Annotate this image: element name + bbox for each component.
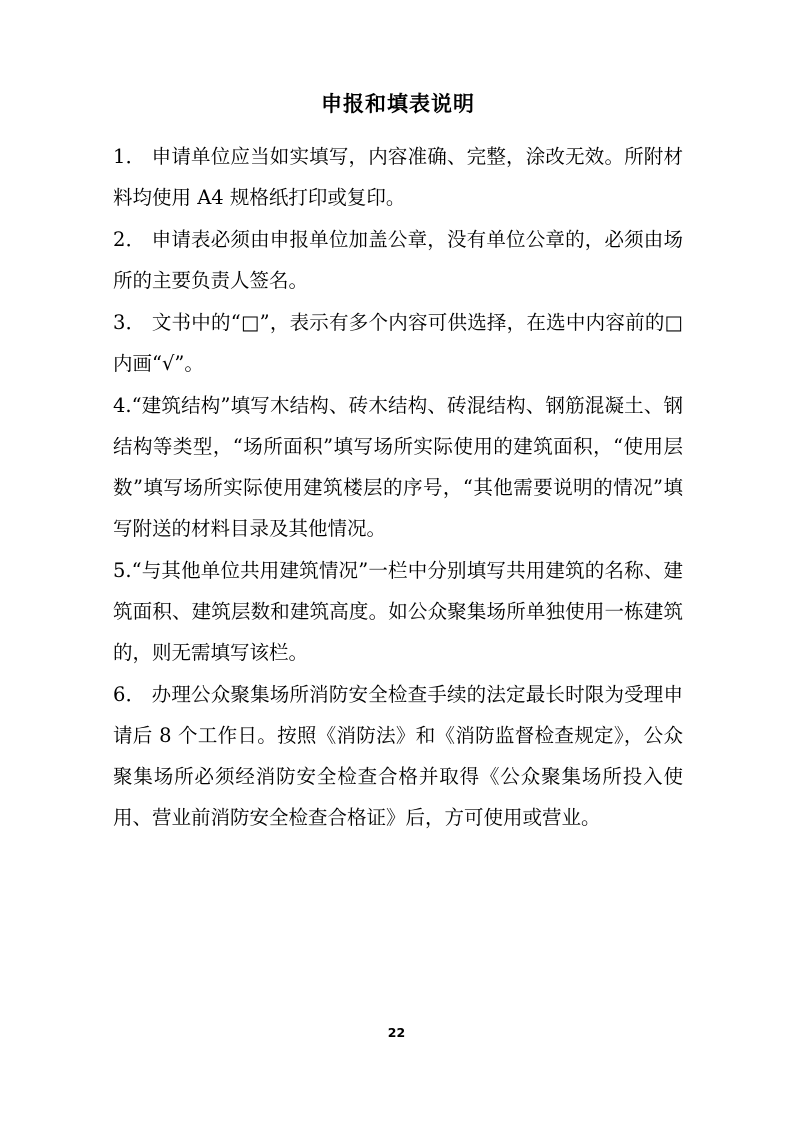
instruction-paragraph-2: 2． 申请表必须由申报单位加盖公章，没有单位公章的，必须由场所的主要负责人签名。 bbox=[113, 228, 683, 292]
instruction-paragraph-3: 3． 文书中的“□”，表示有多个内容可供选择，在选中内容前的□内画“√”。 bbox=[113, 311, 683, 375]
page-number: 22 bbox=[387, 1025, 406, 1040]
instruction-paragraph-6: 6． 办理公众聚集场所消防安全检查手续的法定最长时限为受理申请后 8 个工作日。按照《消防法》和《消防监督检查规定》，公众聚集场所必须经消防安全检查合格并取得《公众聚集场所投入使用、营业前消防安全检查合格证》后，方可使用或营业。 bbox=[113, 683, 683, 829]
instruction-paragraph-4: 4.“建筑结构”填写木结构、砖木结构、砖混结构、钢筋混凝土、钢结构等类型，“场所面积”填写场所实际使用的建筑面积，“使用层数”填写场所实际使用建筑楼层的序号，“其他需要说明的情况”填写附送的材料目录及其他情况。 bbox=[113, 394, 683, 540]
document-body bbox=[113, 88, 683, 839]
instruction-paragraph-1: 1． 申请单位应当如实填写，内容准确、完整，涂改无效。所附材料均使用 A4 规格纸打印或复印。 bbox=[113, 145, 683, 209]
instruction-paragraph-5: 5.“与其他单位共用建筑情况”一栏中分别填写共用建筑的名称、建筑面积、建筑层数和建筑高度。如公众聚集场所单独使用一栋建筑的，则无需填写该栏。 bbox=[113, 559, 683, 664]
page-title: 申报和填表说明 bbox=[321, 91, 475, 116]
